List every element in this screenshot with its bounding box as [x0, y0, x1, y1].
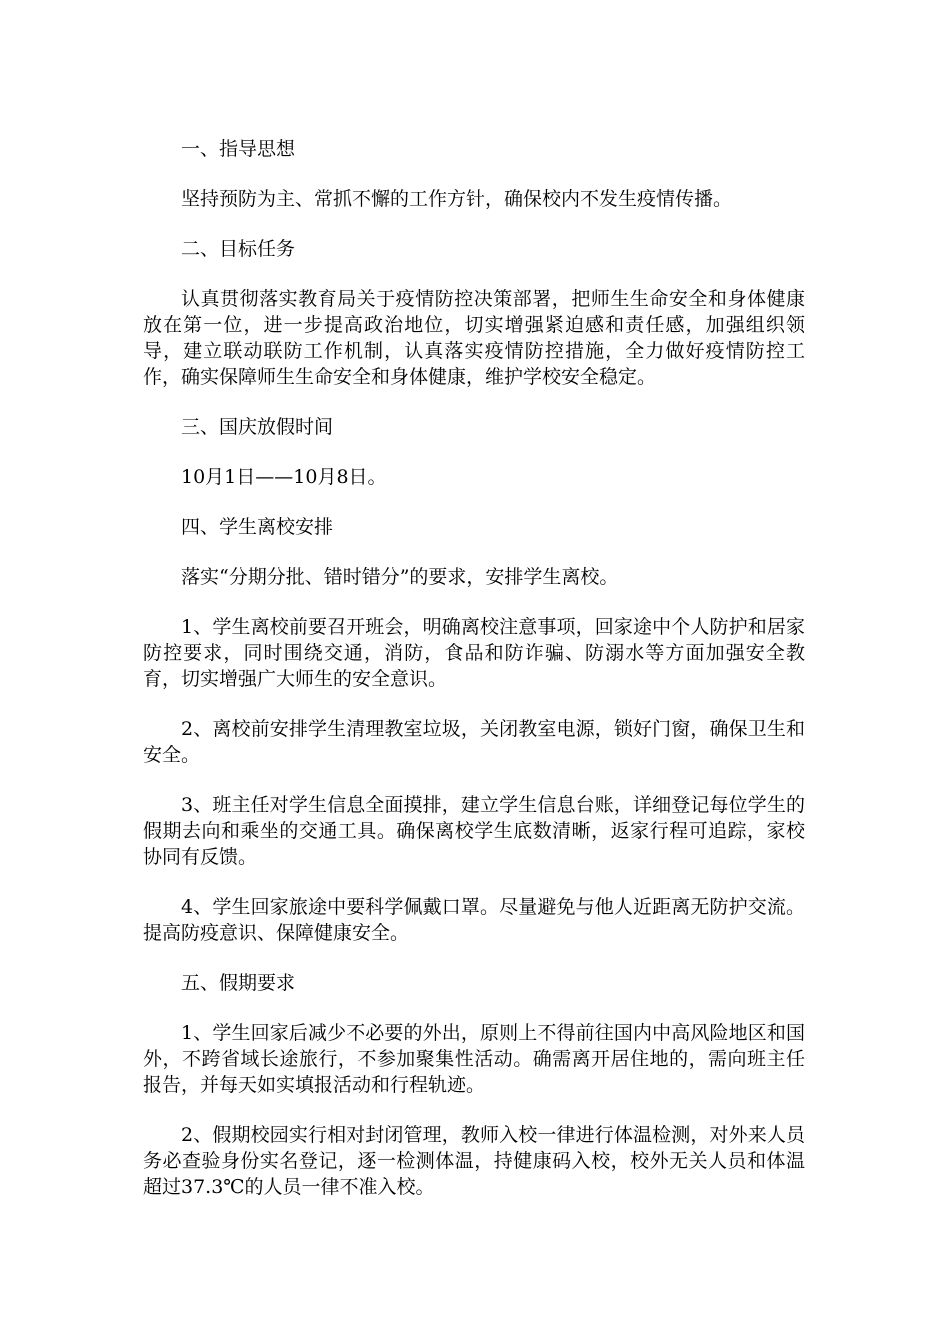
requirement-item-2: 2、假期校园实行相对封闭管理，教师入校一律进行体温检测，对外来人员务必查验身份实名登记，逐一检测体温，持健康码入校，校外无关人员和体温超过37.3℃的人员一律不准入校。	[143, 1124, 805, 1198]
section-heading-departure-arrangement: 四、学生离校安排	[181, 516, 334, 538]
section-heading-goals: 二、目标任务	[181, 238, 296, 260]
goals-text: 认真贯彻落实教育局关于疫情防控决策部署，把师生生命安全和身体健康放在第一位，进一步提高政治地位，切实增强紧迫感和责任感，加强组织领导，建立联动联防工作机制，认真落实疫情防控措施，全力做好疫情防控工作，确实保障师生生命安全和身体健康，维护学校安全稳定。	[143, 288, 805, 388]
section-heading-holiday-time: 三、国庆放假时间	[181, 416, 334, 438]
departure-item-2: 2、离校前安排学生清理教室垃圾，关闭教室电源，锁好门窗，确保卫生和安全。	[143, 718, 805, 766]
departure-item-3: 3、班主任对学生信息全面摸排，建立学生信息台账，详细登记每位学生的假期去向和乘坐的交通工具。确保离校学生底数清晰，返家行程可追踪，家校协同有反馈。	[143, 794, 805, 868]
section-heading-holiday-requirements: 五、假期要求	[181, 972, 296, 994]
requirement-item-1: 1、学生回家后减少不必要的外出，原则上不得前往国内中高风险地区和国外，不跨省域长途旅行，不参加聚集性活动。确需离开居住地的，需向班主任报告，并每天如实填报活动和行程轨迹。	[143, 1022, 805, 1096]
section-heading-guiding-ideology: 一、指导思想	[181, 138, 296, 160]
guiding-ideology-text: 坚持预防为主、常抓不懈的工作方针，确保校内不发生疫情传播。	[181, 188, 733, 210]
departure-item-1: 1、学生离校前要召开班会，明确离校注意事项，回家途中个人防护和居家防控要求，同时围绕交通，消防，食品和防诈骗、防溺水等方面加强安全教育，切实增强广大师生的安全意识。	[143, 616, 805, 690]
document-body	[143, 136, 805, 1200]
holiday-time-text: 10月1日——10月8日。	[181, 466, 387, 488]
departure-intro-text: 落实“分期分批、错时错分”的要求，安排学生离校。	[181, 566, 619, 588]
departure-item-4: 4、学生回家旅途中要科学佩戴口罩。尽量避免与他人近距离无防护交流。提高防疫意识、保障健康安全。	[143, 896, 805, 944]
